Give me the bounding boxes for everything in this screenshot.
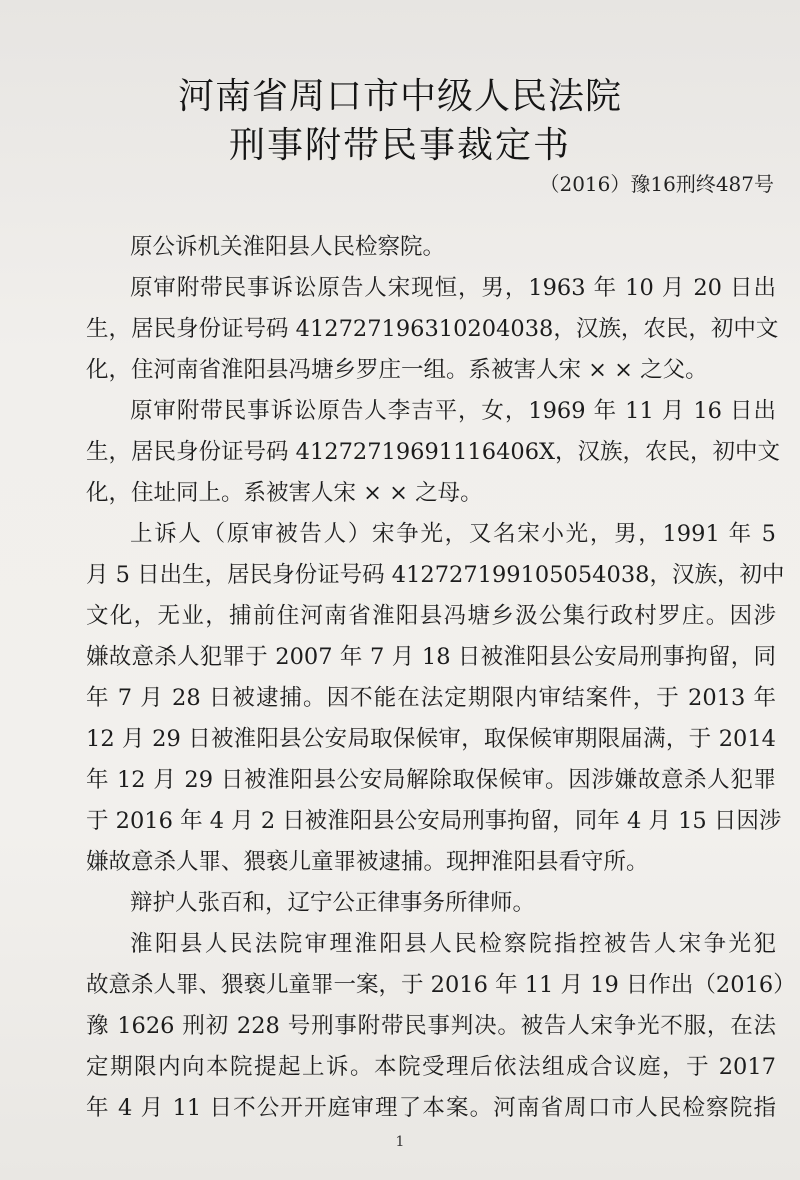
page-number: 1	[395, 1134, 405, 1150]
body-line: 辩护人张百和，辽宁公正律事务所律师。	[130, 890, 536, 916]
body-line: 豫 1626 刑初 228 号刑事附带民事判决。被告人宋争光不服，在法	[86, 1013, 776, 1039]
body-line: 文化，无业，捕前住河南省淮阳县冯塘乡汲公集行政村罗庄。因涉	[86, 603, 776, 629]
body-line: 嫌故意杀人犯罪于 2007 年 7 月 18 日被淮阳县公安局刑事拘留，同	[86, 644, 776, 670]
body-line: 淮阳县人民法院审理淮阳县人民检察院指控被告人宋争光犯	[130, 931, 776, 957]
body-line: 原审附带民事诉讼原告人李吉平，女，1969 年 11 月 16 日出	[130, 398, 776, 424]
body-line: 年 7 月 28 日被逮捕。因不能在法定期限内审结案件，于 2013 年	[86, 685, 776, 711]
case-number: （2016）豫16刑终487号	[539, 172, 774, 196]
body-line: 年 4 月 11 日不公开开庭审理了本案。河南省周口市人民检察院指	[86, 1095, 776, 1121]
document-title: 刑事附带民事裁定书	[228, 125, 571, 166]
court-name: 河南省周口市中级人民法院	[177, 76, 622, 117]
body-line: 月 5 日出生，居民身份证号码 412727199105054038，汉族，初中	[86, 562, 785, 588]
body-line: 原公诉机关淮阳县人民检察院。	[130, 234, 446, 260]
body-line: 嫌故意杀人罪、猥亵儿童罪被逮捕。现押淮阳县看守所。	[86, 849, 649, 875]
body-line: 12 月 29 日被淮阳县公安局取保候审，取保候审期限届满，于 2014	[86, 726, 776, 752]
body-line: 生，居民身份证号码 412727196310204038，汉族，农民，初中文	[86, 316, 779, 342]
body-line: 年 12 月 29 日被淮阳县公安局解除取保候审。因涉嫌故意杀人犯罪	[86, 767, 776, 793]
body-line: 故意杀人罪、猥亵儿童罪一案，于 2016 年 11 月 19 日作出（2016）	[86, 972, 796, 998]
body-line: 化，住河南省淮阳县冯塘乡罗庄一组。系被害人宋 × × 之父。	[86, 357, 708, 383]
body-line: 原审附带民事诉讼原告人宋现恒，男，1963 年 10 月 20 日出	[130, 275, 776, 301]
body-line: 化，住址同上。系被害人宋 × × 之母。	[86, 480, 483, 506]
body-line: 上诉人（原审被告人）宋争光，又名宋小光，男，1991 年 5	[130, 521, 776, 547]
body-line: 生，居民身份证号码 41272719691116406X，汉族，农民，初中文	[86, 439, 781, 465]
body-line: 于 2016 年 4 月 2 日被淮阳县公安局刑事拘留，同年 4 月 15 日因涉	[86, 808, 782, 834]
body-line: 定期限内向本院提起上诉。本院受理后依法组成合议庭，于 2017	[86, 1054, 776, 1080]
